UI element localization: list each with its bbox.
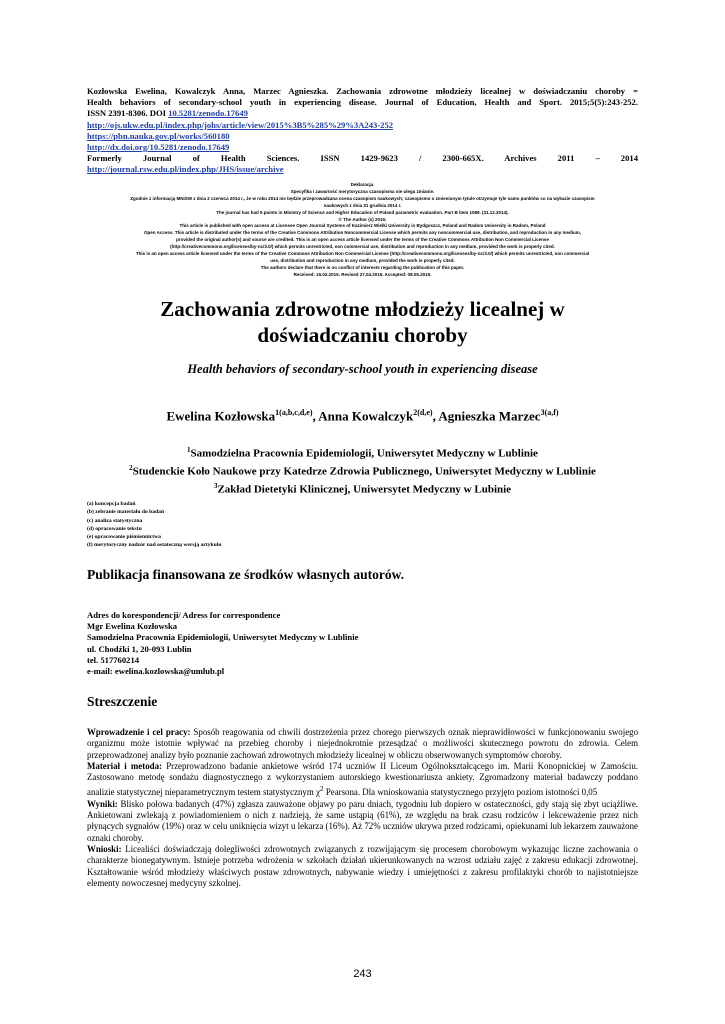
author-name: Agnieszka Marzec [438, 408, 541, 424]
declaration-line: © The Author (s) 2015; [338, 216, 387, 222]
author-separator: , [312, 408, 319, 424]
author-affiliation-marker: 3(a,f) [540, 408, 559, 417]
abstract-intro-text: Sposób reagowania od chwili dostrzeżenia przez chorego pierwszych oznak nieprawidłowości w funkcjonowaniu swojego organizmu może istotnie wpływać na przebieg choroby i niejednokrotnie przesądzać o możliwości skutecznego powrotu do zdrowia. Celem przeprowadzonej analizy było poznanie zachowań zdrowotnych młodzieży licealnej w obliczu obserwowanych symptomów choroby. [87, 727, 639, 760]
role-item: (b) zebranie materiału do badań [87, 509, 165, 516]
article-url-link[interactable]: http://ojs.ukw.edu.pl/index.php/johs/article/view/2015%3B5%285%29%3A243-252 [87, 119, 394, 130]
address-line: Mgr Ewelina Kozłowska [87, 621, 178, 632]
declaration-line: The authors declare that there is no conflict of interests regarding the publication of this paper. [260, 264, 465, 270]
declaration-line: Deklaracja. [350, 182, 375, 187]
declaration-line: use, distribution and reproduction in any medium, provided the work is properly cited. [270, 257, 455, 263]
declaration-line: naukowych z dnia 31 grudnia 2014 r. [323, 202, 402, 208]
doi-link[interactable]: 10.5281/zenodo.17649 [168, 108, 248, 119]
abstract-intro-label: Wprowadzenie i cel pracy: [87, 727, 191, 737]
declaration-line: This article is published with open access at Licensee Open Journal Systems of Kazimierz Wielki University in Bydgoszcz, Poland and Radom University in Radom, Poland [179, 223, 546, 229]
affiliation-text: Studenckie Koło Naukowe przy Katedrze Zdrowia Publicznego, Uniwersytet Medyczny w Lublinie [132, 465, 596, 478]
declaration-line: This is an open access article licensed under the terms of the Creative Commons Attribution Non Commercial License (http://creativecommons.org/licenses/by-nc/3.0/) which permits unrestricted, non commercial [135, 251, 590, 257]
role-item: (c) analiza statystyczna [87, 517, 143, 524]
author-name: Ewelina Kozłowska [166, 408, 276, 424]
author-affiliation-marker: 2(d,e) [413, 408, 433, 417]
pbn-link[interactable]: https://pbn.nauka.gov.pl/works/560180 [87, 130, 230, 141]
abstract-conclusions [87, 844, 638, 889]
formerly-line: Formerly Journal of Health Sciences. ISSN 1429-9623 / 2300-665X. Archives 2011 – 2014 [87, 153, 638, 164]
title-line: doświadczaniu choroby [257, 323, 468, 347]
abstract-methods-label: Materiał i metoda: [87, 760, 162, 771]
funding-statement: Publikacja finansowana ze środków własnych autorów. [87, 567, 405, 582]
doi-url-link[interactable]: http://dx.doi.org/10.5281/zenodo.17649 [87, 142, 230, 153]
affiliation-text: Samodzielna Pracownia Epidemiologii, Uniwersytet Medyczny w Lublinie [190, 447, 538, 460]
declaration-line: Received: 15.02.2015. Revised 27.04.2015. Accepted: 08.05.2015. [293, 271, 432, 277]
email-line: e-mail: ewelina.kozlowska@umlub.pl [87, 666, 225, 677]
citation-issn-line [87, 108, 638, 119]
author-affiliation-marker: 1(a,b,c,d,e) [275, 408, 313, 417]
address-line: Samodzielna Pracownia Epidemiologii, Uniwersytet Medyczny w Lublinie [87, 632, 359, 643]
declaration-line: provided the original author(s) and source are credited. This is an open access article licensed under the terms of the Creative Commons Attribution Non Commercial License [176, 237, 549, 243]
citation-line: Kozłowska Ewelina, Kowalczyk Anna, Marzec Agnieszka. Zachowania zdrowotne młodzieży licealnej w doświadczaniu choroby = [87, 86, 638, 96]
citation-block [87, 86, 638, 176]
declaration-block [87, 182, 638, 279]
affiliation-item [87, 443, 638, 461]
abstract-methods-text-end: Pearsona. Dla wnioskowania statystycznego przyjęto poziom istotności 0,05 [323, 787, 598, 798]
title-line: Zachowania zdrowotne młodzieży licealnej w [160, 297, 565, 321]
abstract-intro [87, 727, 638, 761]
affiliation-item [87, 461, 638, 479]
abstract-conclusions-text: Licealiści doświadczają dolegliwości zdrowotnych związanych z rozwijającym się procesem chorobowym wykazując liczne zachowania o charakterze bionegatywnym. Istnieje potrzeba wdrożenia w szkołach działań ukierunkowanych na wzrost udziału zajęć z zakresu edukacji zdrowotnej. Kształtowanie wśród młodzieży właściwych postaw zdrowotnych, nabywanie wiedzy i umiejętności z zakresu profilaktyki chorób to najistotniejsze elementy nowoczesnej medycyny szkolnej. [87, 843, 638, 888]
contribution-roles [87, 500, 638, 550]
author-separator: , [432, 408, 439, 424]
declaration-line: Specyfika i zawartość merytoryczna czasopisma nie ulega zmianie. [290, 188, 435, 194]
abstract-results-label: Wyniki: [87, 798, 118, 809]
address-line: tel. 517760214 [87, 654, 140, 665]
citation-line: Health behaviors of secondary-school youth in experiencing disease. Journal of Education, Health and Sport. 2015;5(5):243-252. [87, 97, 638, 108]
address-line: ul. Chodźki 1, 20-093 Lublin [87, 643, 192, 654]
paper-subtitle: Health behaviors of secondary-school youth in experiencing disease [187, 362, 538, 376]
affiliation-list [87, 443, 638, 497]
declaration-line: The journal has had 5 points in Ministry of Science and Higher Education of Poland parametric evaluation. Part B item 1089. (31.12.2014). [216, 209, 509, 215]
abstract-results [87, 799, 638, 844]
abstract-conclusions-label: Wnioski: [87, 843, 122, 854]
correspondence-address [87, 610, 638, 677]
author-name: Anna Kowalczyk [318, 408, 414, 424]
role-item: (e) opracowanie piśmiennictwa [87, 534, 161, 541]
address-line: Adres do korespondencji/ Adress for correspondence [87, 610, 281, 620]
archive-link[interactable]: http://journal.rsw.edu.pl/index.php/JHS/issue/archive [87, 164, 284, 175]
role-item: (a) koncepcja badań [87, 501, 136, 507]
affiliation-text: Zakład Dietetyki Klinicznej, Uniwersytet Medyczny w Lubinie [217, 483, 512, 496]
role-item: (f) merytoryczny nadzór nad ostateczną wersją artykułu [87, 542, 222, 549]
author-list [87, 408, 638, 424]
affiliation-number: 1 [187, 446, 191, 454]
page-number: 243 [353, 968, 372, 980]
abstract-results-text: Blisko połowa badanych (47%) zgłasza zauważone objawy po paru dniach, tygodniu lub dopiero w ostateczności, gdy stają się zbyt uciążliwe. Ankietowani zwlekają z powiadomieniem o nich z nadzieją, że same ustąpią (61%), ze względu na brak czasu rodziców i lekceważenie przez nich płynących sygnałów (19%) oraz w celu uniknięcia wizyt u lekarza (16%). Aż 72% uczniów ukrywa przed rodzicami, opiekunami lub lekarzem zauważone oznaki choroby. [87, 798, 639, 843]
abstract-body [87, 727, 638, 889]
paper-title [87, 296, 638, 348]
issn-doi-label: ISSN 2391-8306. DOI [87, 108, 167, 119]
declaration-line: (http://creativecommons.org/licenses/by-nc/3.0/) which permits unrestricted, non commercial use, distribution and reproduction in any medium, provided the work is properly cited. [170, 244, 555, 250]
role-item: (d) opracowanie tekstu [87, 525, 142, 532]
affiliation-number: 2 [129, 464, 133, 473]
declaration-line: Zgodnie z informacją MNiSW z dnia 2 czerwca 2014 r., że w roku 2014 nie będzie przeprowadzana ocena czasopism naukowych; czasopismo o zmienionym tytule otrzymuje tyle samo punktów co na wykazie czasopism [130, 195, 595, 201]
abstract-methods-text: Przeprowadzono badanie ankietowe wśród 174 uczniów II Liceum Ogólnokształcącego im. Marii Konopnickiej w Zamościu. Zastosowano metodę sondażu diagnostycznego z wykorzystaniem autorskiego kwestionariusza ankiety. Zgromadzony materiał badawczy poddano analizie statystycznej nieparametrycznym testem statystycznym χ [87, 760, 638, 798]
affiliation-number: 3 [213, 482, 218, 491]
abstract-methods [87, 761, 638, 799]
abstract-heading: Streszczenie [87, 694, 158, 709]
chi-square-exponent: 2 [319, 784, 324, 794]
declaration-line: Open Access. This article is distributed under the terms of the Creative Commons Attribution Noncommercial License which permits any noncommercial use, distribution, and reproduction in any medium, [143, 230, 581, 236]
affiliation-item [87, 479, 638, 497]
